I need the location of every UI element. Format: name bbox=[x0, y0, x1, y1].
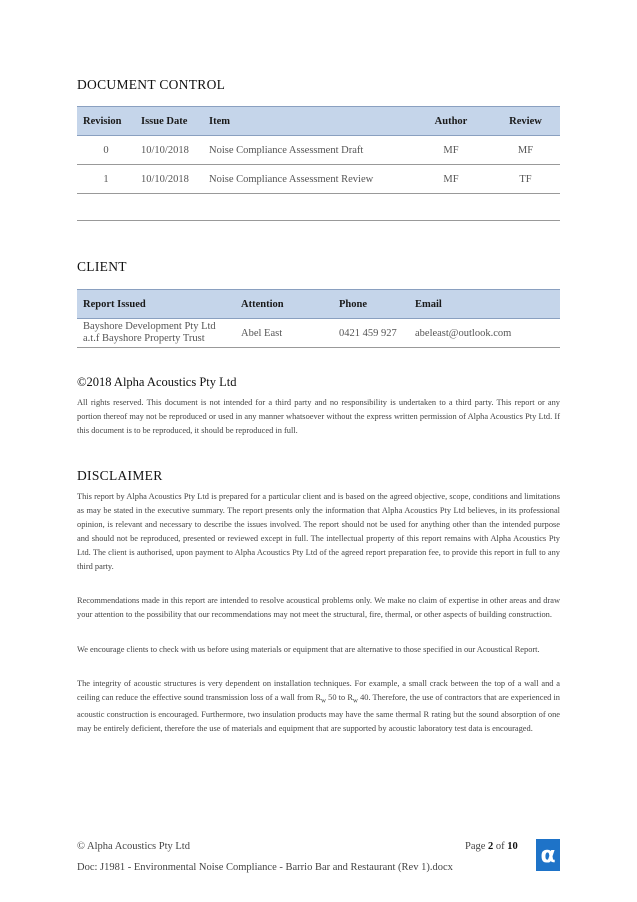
p4-part-b: 50 to R bbox=[326, 693, 353, 702]
alpha-logo-icon: α bbox=[536, 839, 560, 871]
cell-revision: 0 bbox=[77, 136, 135, 165]
cell-phone: 0421 459 927 bbox=[333, 319, 409, 348]
table-header-row bbox=[77, 290, 560, 319]
col-review: Review bbox=[491, 107, 560, 136]
footer-company: © Alpha Acoustics Pty Ltd bbox=[77, 841, 190, 852]
cell-issue-date: 10/10/2018 bbox=[135, 136, 203, 165]
page-current: 2 bbox=[488, 841, 494, 852]
table-row bbox=[77, 165, 560, 194]
col-revision: Revision bbox=[77, 107, 135, 136]
table-end-divider bbox=[77, 220, 560, 221]
cell-item: Noise Compliance Assessment Review bbox=[203, 165, 411, 194]
disclaimer-paragraph-2: Recommendations made in this report are intended to resolve acoustical problems only. We make no claim of expertise in other areas and draw your attention to the possibility that our recommendations may not meet the structural, fire, thermal, or other aspects of building construction. bbox=[77, 596, 560, 619]
footer-doc-name: Doc: J1981 - Environmental Noise Compliance - Barrio Bar and Restaurant (Rev 1).docx bbox=[77, 862, 453, 873]
page-total: 10 bbox=[507, 841, 518, 852]
cell-review: TF bbox=[491, 165, 560, 194]
cell-email: abeleast@outlook.com bbox=[409, 319, 560, 348]
col-phone: Phone bbox=[333, 290, 409, 319]
report-issued-line1: Bayshore Development Pty Ltd bbox=[83, 321, 216, 332]
p4-part-c: 40. Therefore, the use of contractors that are experienced in acoustic construction is encouraged. Furthermore, two insulation products may have the same thermal R rating but the sound absorption of one may be entirely deficient, therefore the use of materials and equipment that are supported by acoustic laboratory test data is encouraged. bbox=[77, 693, 560, 733]
disclaimer-paragraph-4 bbox=[77, 677, 560, 736]
table-header-row bbox=[77, 107, 560, 136]
col-item: Item bbox=[203, 107, 411, 136]
table-row bbox=[77, 136, 560, 165]
disclaimer-paragraph-3: We encourage clients to check with us before using materials or equipment that are alternative to those specified in our Acoustical Report. bbox=[77, 645, 540, 654]
document-control-heading: DOCUMENT CONTROL bbox=[77, 77, 226, 92]
table-row bbox=[77, 319, 560, 348]
disclaimer-paragraph-1: This report by Alpha Acoustics Pty Ltd is prepared for a particular client and is based on the agreed objective, scope, conditions and limitations as may be stated in the executive summary. The report presents only the information that Alpha Acoustics Pty Ltd believes, in its professional opinion, is relevant and necessary to describe the issues involved. The report should not be used for anything other than the intended purpose and should not be reproduced, presented or reviewed except in full. The intellectual property of this report remains with Alpha Acoustics Pty Ltd. The client is authorised, upon payment to Alpha Acoustics Pty Ltd of the agreed report preparation fee, to provide this report in full to any third party. bbox=[77, 492, 560, 571]
cell-author: MF bbox=[411, 136, 491, 165]
cell-author: MF bbox=[411, 165, 491, 194]
cell-item: Noise Compliance Assessment Draft bbox=[203, 136, 411, 165]
col-issue-date: Issue Date bbox=[135, 107, 203, 136]
cell-attention: Abel East bbox=[235, 319, 333, 348]
col-email: Email bbox=[409, 290, 560, 319]
document-control-table bbox=[77, 106, 560, 194]
cell-issue-date: 10/10/2018 bbox=[135, 165, 203, 194]
cell-revision: 1 bbox=[77, 165, 135, 194]
page-label: Page bbox=[465, 841, 489, 852]
p4-subscript-2: w bbox=[352, 696, 358, 705]
copyright-text: All rights reserved. This document is not intended for a third party and no responsibility is undertaken to a third party. This report or any portion thereof may not be reproduced or used in any manner whatsoever without the express written permission of Alpha Acoustics Pty Ltd. If this document is to be reproduced, it should be reproduced in full. bbox=[77, 398, 560, 435]
copyright-heading: ©2018 Alpha Acoustics Pty Ltd bbox=[77, 375, 237, 389]
p4-part-a: The integrity of acoustic structures is very dependent on installation techniques. For example, a small crack between the top of a wall and a ceiling can reduce the effective sound transmission loss of a wall from R bbox=[77, 679, 560, 702]
report-issued-line2: a.t.f Bayshore Property Trust bbox=[83, 333, 205, 344]
page-of: of bbox=[493, 841, 508, 852]
footer-page-number bbox=[465, 841, 518, 852]
col-author: Author bbox=[411, 107, 491, 136]
cell-review: MF bbox=[491, 136, 560, 165]
col-attention: Attention bbox=[235, 290, 333, 319]
client-heading: CLIENT bbox=[77, 259, 127, 274]
disclaimer-heading: DISCLAIMER bbox=[77, 468, 163, 483]
p4-subscript-1: w bbox=[321, 696, 327, 705]
col-report-issued: Report Issued bbox=[77, 290, 235, 319]
client-table bbox=[77, 289, 560, 348]
cell-report-issued bbox=[77, 319, 235, 348]
